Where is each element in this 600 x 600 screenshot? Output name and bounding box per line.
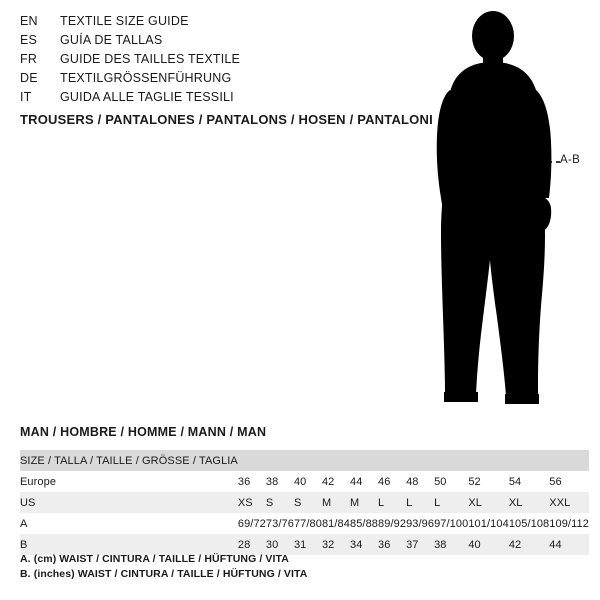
cell <box>434 450 468 471</box>
table-row <box>20 450 589 471</box>
table-row <box>20 471 589 492</box>
table-row <box>20 492 589 513</box>
language-row <box>20 71 400 90</box>
cell: 52 <box>468 471 508 492</box>
language-text: GUIDE DES TAILLES TEXTILE <box>60 52 241 66</box>
cell <box>468 450 508 471</box>
cell: 38 <box>434 534 468 555</box>
cell: 40 <box>294 471 322 492</box>
cell <box>406 450 434 471</box>
cell: 42 <box>322 471 350 492</box>
cell: XXL <box>549 492 589 513</box>
cell: 73/76 <box>266 513 294 534</box>
cell: M <box>350 492 378 513</box>
cell <box>509 450 549 471</box>
cell: 109/112 <box>549 513 589 534</box>
row-label: A <box>20 513 238 534</box>
cell <box>378 450 406 471</box>
footnotes <box>20 552 307 582</box>
measurement-label-ab: A-B <box>560 154 581 166</box>
cell: 31 <box>294 534 322 555</box>
cell: 46 <box>378 471 406 492</box>
language-code: EN <box>20 14 38 28</box>
cell: S <box>266 492 294 513</box>
cell <box>549 450 589 471</box>
cell <box>350 450 378 471</box>
cell: 101/104 <box>468 513 508 534</box>
cell <box>266 450 294 471</box>
cell <box>294 450 322 471</box>
cell: M <box>322 492 350 513</box>
cell: 93/96 <box>406 513 434 534</box>
cell: XS <box>238 492 266 513</box>
cell: 44 <box>549 534 589 555</box>
row-label: US <box>20 492 238 513</box>
cell <box>322 450 350 471</box>
cell: 37 <box>406 534 434 555</box>
cell: 38 <box>266 471 294 492</box>
cell: S <box>294 492 322 513</box>
row-label: B <box>20 534 238 555</box>
cell: 56 <box>549 471 589 492</box>
cell: 89/92 <box>378 513 406 534</box>
cell: XL <box>468 492 508 513</box>
language-code: IT <box>20 90 32 104</box>
cell: 28 <box>238 534 266 555</box>
cell: L <box>434 492 468 513</box>
cell: 48 <box>406 471 434 492</box>
table-row <box>20 513 589 534</box>
language-code: DE <box>20 71 38 85</box>
cell: 44 <box>350 471 378 492</box>
cell: 42 <box>509 534 549 555</box>
language-row <box>20 90 400 109</box>
language-row <box>20 52 400 71</box>
cell: 54 <box>509 471 549 492</box>
cell: 30 <box>266 534 294 555</box>
cell: XL <box>509 492 549 513</box>
language-text: GUÍA DE TALLAS <box>60 33 163 47</box>
cell: 77/80 <box>294 513 322 534</box>
cell: 105/108 <box>509 513 549 534</box>
row-label: SIZE / TALLA / TAILLE / GRÖSSE / TAGLIA <box>20 450 238 471</box>
body-silhouette-figure <box>400 10 590 410</box>
table-section-title: MAN / HOMBRE / HOMME / MANN / MAN <box>20 425 267 439</box>
cell: 36 <box>378 534 406 555</box>
cell: L <box>378 492 406 513</box>
language-row <box>20 14 400 33</box>
cell: 34 <box>350 534 378 555</box>
cell: 36 <box>238 471 266 492</box>
garment-type-title: TROUSERS / PANTALONES / PANTALONS / HOSEN / PANTALONI <box>20 112 433 127</box>
cell: 40 <box>468 534 508 555</box>
cell: 69/72 <box>238 513 266 534</box>
language-list <box>20 14 400 109</box>
cell <box>238 450 266 471</box>
language-text: TEXTILE SIZE GUIDE <box>60 14 189 28</box>
cell: 32 <box>322 534 350 555</box>
cell: 85/88 <box>350 513 378 534</box>
cell: 50 <box>434 471 468 492</box>
language-code: ES <box>20 33 38 47</box>
row-label: Europe <box>20 471 238 492</box>
language-text: GUIDA ALLE TAGLIE TESSILI <box>60 90 234 104</box>
cell: 97/100 <box>434 513 468 534</box>
footnote-a: A. (cm) WAIST / CINTURA / TAILLE / HÜFTUNG / VITA <box>20 553 289 565</box>
language-text: TEXTILGRÖSSENFÜHRUNG <box>60 71 232 85</box>
size-table <box>20 450 589 555</box>
footnote-b: B. (inches) WAIST / CINTURA / TAILLE / HÜFTUNG / VITA <box>20 568 308 580</box>
cell: 81/84 <box>322 513 350 534</box>
language-row <box>20 33 400 52</box>
language-code: FR <box>20 52 38 66</box>
cell: L <box>406 492 434 513</box>
